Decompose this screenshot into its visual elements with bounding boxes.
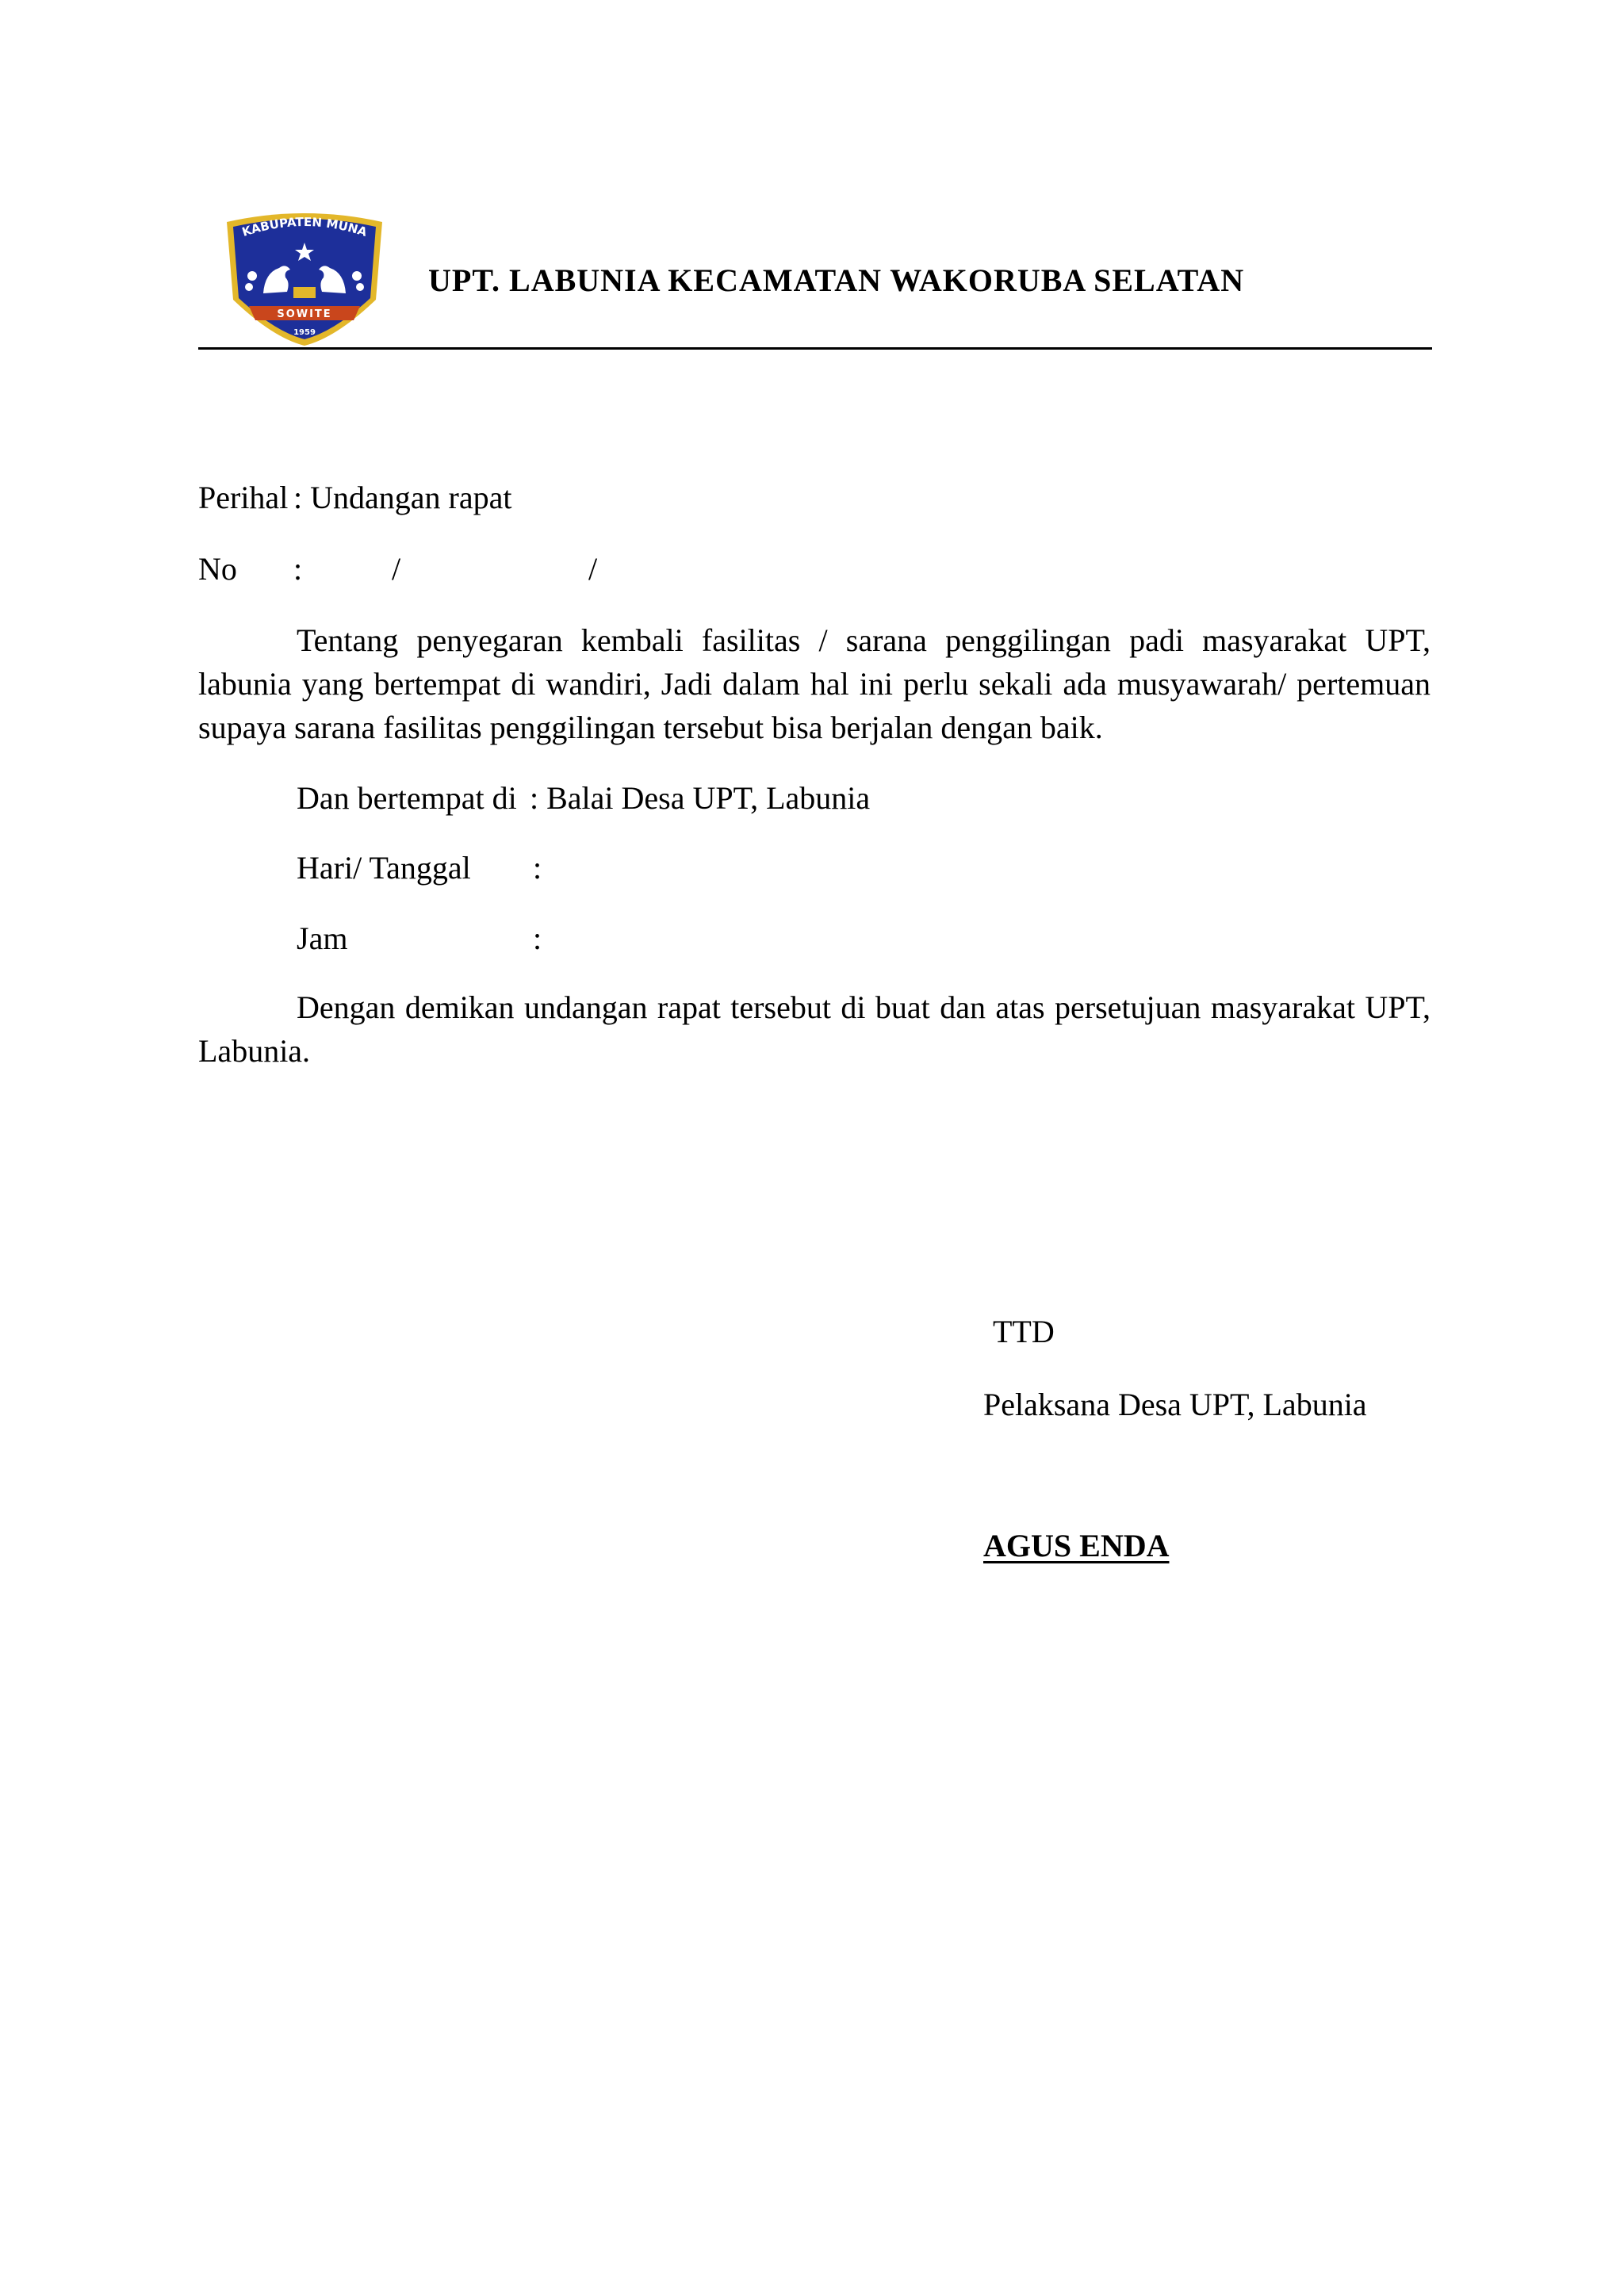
signature-role: Pelaksana Desa UPT, Labunia xyxy=(983,1387,1367,1422)
kabupaten-muna-emblem-icon xyxy=(217,205,392,347)
number-label: No xyxy=(198,551,237,587)
closing-paragraph: Dengan demikan undangan rapat tersebut di buat dan atas persetujuan masyarakat UPT, Labunia. xyxy=(198,989,1431,1069)
place-label: Dan bertempat di xyxy=(297,780,517,816)
perihal-value: : Undangan rapat xyxy=(293,480,512,515)
opening-paragraph: Tentang penyegaran kembali fasilitas / sarana penggilingan padi masyarakat UPT, labunia yang bertempat di wandiri, Jadi dalam hal ini perlu sekali ada musyawarah/ pertemuan supaya sarana fasilitas penggilingan tersebut bisa berjalan dengan baik. xyxy=(198,622,1431,745)
emblem-top-text: KABUPATEN MUNA xyxy=(239,214,370,239)
signatory-name: AGUS ENDA xyxy=(983,1528,1170,1563)
emblem-banner-text: SOWITE xyxy=(277,308,332,320)
number-slash-1: / xyxy=(392,551,401,587)
emblem-year-text: 1959 xyxy=(293,328,316,337)
signature-ttd: TTD xyxy=(993,1314,1055,1349)
time-label: Jam xyxy=(297,920,348,956)
place-value: : Balai Desa UPT, Labunia xyxy=(530,780,871,816)
date-label: Hari/ Tanggal xyxy=(297,850,471,886)
time-colon: : xyxy=(533,920,542,956)
letterhead-divider xyxy=(198,347,1432,350)
letterhead-title: UPT. LABUNIA KECAMATAN WAKORUBA SELATAN xyxy=(428,262,1245,298)
number-slash-2: / xyxy=(588,551,598,587)
perihal-label: Perihal xyxy=(198,480,289,515)
number-colon: : xyxy=(293,551,303,587)
date-colon: : xyxy=(533,850,542,886)
